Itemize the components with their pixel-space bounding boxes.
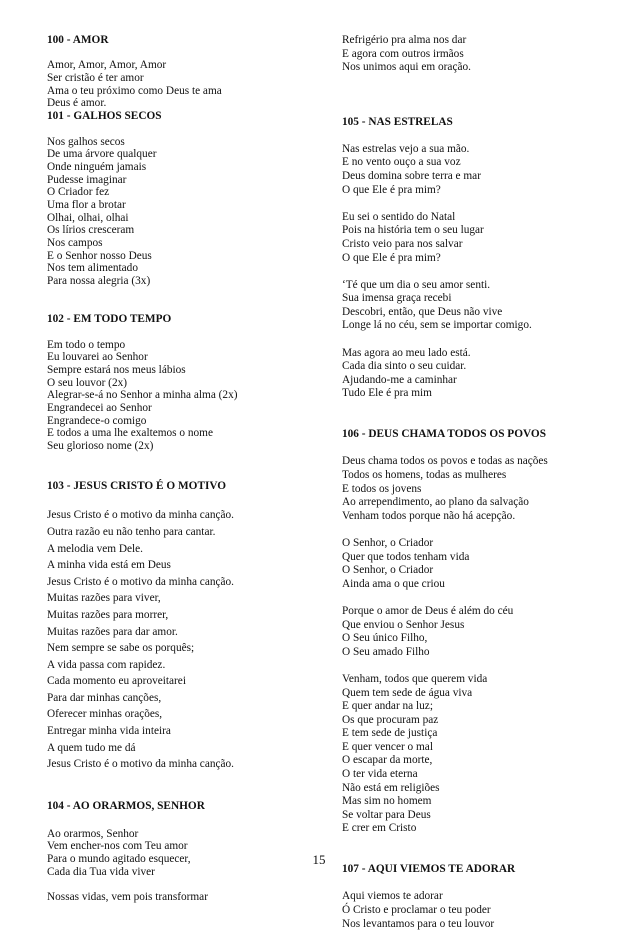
lyric-line: Os lírios cresceram (47, 224, 135, 237)
lyric-line: Uma flor a brotar (47, 198, 126, 211)
lyric-line: Ao arrependimento, ao plano da salvação (342, 496, 529, 509)
lyric-line: E agora com outros irmãos (342, 47, 464, 60)
lyric-line: Para o mundo agitado esquecer, (47, 852, 191, 865)
blank-line (47, 123, 329, 136)
lyric-line: Os que procuram paz (342, 713, 439, 726)
lyric-line: Amor, Amor, Amor, Amor (47, 59, 167, 72)
blank-line (342, 265, 612, 279)
lyric-line: Mas agora ao meu lado está. (342, 346, 471, 359)
lyric-line: Mas sim no homem (342, 795, 432, 808)
song-title: 107 - AQUI VIEMOS TE ADORAR (342, 863, 516, 876)
blank-line (342, 659, 612, 673)
lyric-line: A vida passa com rapidez. (47, 658, 166, 671)
lyric-line: Pudesse imaginar (47, 173, 127, 186)
lyric-line: Muitas razões para dar amor. (47, 625, 178, 638)
lyric-line: O Senhor, o Criador (342, 564, 434, 577)
song-title: 101 - GALHOS SECOS (47, 110, 162, 123)
blank-line (47, 300, 329, 313)
blank-line (342, 415, 612, 429)
right-column (342, 34, 612, 931)
lyric-line: Porque o amor de Deus é além do céu (342, 604, 514, 617)
lyric-line: Para dar minhas canções, (47, 691, 162, 704)
blank-line (342, 401, 612, 415)
song-title: 102 - EM TODO TEMPO (47, 313, 172, 326)
lyric-line: ‘Té que um dia o seu amor senti. (342, 278, 491, 291)
lyric-line: Para nossa alegria (3x) (47, 275, 151, 288)
lyric-line: E tem sede de justiça (342, 727, 438, 740)
lyric-line: Refrigério pra alma nos dar (342, 34, 467, 46)
lyric-line: Olhai, olhai, olhai (47, 211, 129, 224)
lyric-line: A quem tudo me dá (47, 741, 136, 754)
lyric-line: A minha vida está em Deus (47, 559, 171, 572)
lyric-line: A melodia vem Dele. (47, 542, 143, 555)
lyric-line: O Senhor, o Criador (342, 536, 434, 549)
lyric-line: E no vento ouço a sua voz (342, 156, 461, 169)
blank-line (342, 877, 612, 891)
lyric-line: Ajudando-me a caminhar (342, 373, 457, 386)
lyric-line: O seu louvor (2x) (47, 376, 128, 389)
lyric-line: Eu louvarei ao Senhor (47, 351, 148, 364)
lyric-line: Cada dia sinto o seu cuidar. (342, 360, 467, 373)
blank-line (342, 836, 612, 850)
lyric-line: Venham todos porque não há acepção. (342, 509, 516, 522)
lyric-line: Quem tem sede de água viva (342, 686, 473, 699)
lyric-line: Jesus Cristo é o motivo da minha canção. (47, 758, 234, 771)
lyric-line: Venham, todos que querem vida (342, 672, 488, 685)
blank-line (47, 786, 329, 799)
lyric-line: Ama o teu próximo como Deus te ama (47, 84, 222, 97)
lyric-line: Outra razão eu não tenho para cantar. (47, 525, 216, 538)
lyric-line: O escapar da morte, (342, 754, 433, 767)
lyric-line: E crer em Cristo (342, 822, 417, 835)
blank-line (342, 442, 612, 456)
blank-line (47, 47, 329, 60)
lyric-line: Nos galhos secos (47, 135, 125, 148)
lyric-line: Sempre estará nos meus lábios (47, 363, 186, 376)
lyric-line: Se voltar para Deus (342, 808, 431, 821)
lyric-line: Todos os homens, todas as mulheres (342, 469, 507, 481)
lyric-line: Ser cristão é ter amor (47, 72, 144, 85)
lyric-line: Nas estrelas vejo a sua mão. (342, 142, 470, 155)
blank-line (47, 465, 329, 478)
blank-line (47, 773, 329, 786)
blank-line (47, 495, 329, 508)
lyric-line: Deus é amor. (47, 97, 107, 110)
lyric-line: Ainda ama o que criou (342, 577, 445, 590)
blank-line (47, 878, 329, 891)
lyric-line: Nos tem alimentado (47, 262, 138, 275)
lyric-line: E quer vencer o mal (342, 740, 433, 753)
lyric-line: Deus chama todos os povos e todas as nações (342, 455, 548, 468)
lyric-line: Onde ninguém jamais (47, 160, 147, 173)
blank-line (342, 333, 612, 347)
song-title: 106 - DEUS CHAMA TODOS OS POVOS (342, 428, 546, 441)
lyric-line: Cada momento eu aproveitarei (47, 675, 186, 688)
blank-line (342, 88, 612, 102)
lyric-line: Engrandece-o comigo (47, 414, 147, 427)
lyric-line: Descobri, então, que Deus não vive (342, 305, 503, 318)
lyric-line: Longe lá no céu, sem se importar comigo. (342, 319, 532, 332)
lyric-line: Aqui viemos te adorar (342, 890, 443, 903)
blank-line (342, 75, 612, 89)
lyric-line: Muitas razões para viver, (47, 592, 161, 605)
lyric-line: Cristo veio para nos salvar (342, 237, 463, 250)
song-title: 103 - JESUS CRISTO É O MOTIVO (47, 480, 227, 493)
left-column (47, 34, 329, 904)
blank-line (342, 129, 612, 143)
lyric-line: O ter vida eterna (342, 768, 418, 781)
lyric-line: Nossas vidas, vem pois transformar (47, 890, 208, 903)
blank-line (342, 197, 612, 211)
lyric-line: De uma árvore qualquer (47, 148, 157, 161)
lyric-line: Engrandecei ao Senhor (47, 401, 152, 414)
lyric-line: Oferecer minhas orações, (47, 708, 163, 721)
lyric-line: Em todo o tempo (47, 338, 126, 351)
lyric-line: Ó Cristo e proclamar o teu poder (342, 904, 491, 916)
lyric-line: Nos unimos aqui em oração. (342, 61, 471, 74)
lyric-line: Jesus Cristo é o motivo da minha canção. (47, 575, 234, 588)
blank-line (342, 102, 612, 116)
song-title: 105 - NAS ESTRELAS (342, 115, 453, 128)
lyric-line: E todos os jovens (342, 482, 422, 495)
lyric-line: Nem sempre se sabe os porquês; (47, 642, 195, 655)
lyric-line: Cada dia Tua vida viver (47, 865, 155, 878)
lyric-line: Alegrar-se-á no Senhor a minha alma (2x) (47, 389, 238, 402)
lyric-line: Pois na história tem o seu lugar (342, 224, 484, 237)
blank-line (47, 288, 329, 301)
lyric-line: Entregar minha vida inteira (47, 725, 171, 738)
lyric-line: Seu glorioso nome (2x) (47, 440, 154, 452)
lyric-line: O Criador fez (47, 186, 110, 199)
lyric-line: Eu sei o sentido do Natal (342, 210, 456, 223)
lyric-line: Não está em religiões (342, 781, 440, 794)
lyric-line: Nos levantamos para o teu louvor (342, 917, 495, 930)
lyric-line: E todos a uma lhe exaltemos o nome (47, 427, 213, 440)
page-number: 15 (312, 852, 326, 867)
lyric-line: O que Ele é pra mim? (342, 183, 441, 196)
lyric-line: Tudo Ele é pra mim (342, 387, 432, 400)
lyric-line: Que enviou o Senhor Jesus (342, 618, 465, 631)
lyric-line: Nos campos (47, 237, 103, 249)
song-title: 100 - AMOR (47, 34, 109, 46)
lyric-line: Vem encher-nos com Teu amor (47, 840, 188, 853)
lyric-line: Jesus Cristo é o motivo da minha canção. (47, 509, 234, 522)
lyric-line: O Seu único Filho, (342, 632, 428, 645)
blank-line (47, 326, 329, 339)
blank-line (342, 591, 612, 605)
lyric-line: E o Senhor nosso Deus (47, 249, 152, 262)
song-title: 104 - AO ORARMOS, SENHOR (47, 800, 205, 813)
lyric-line: Sua imensa graça recebi (342, 292, 452, 305)
lyric-line: O Seu amado Filho (342, 645, 430, 658)
lyric-line: O que Ele é pra mim? (342, 251, 441, 264)
lyric-line: Deus domina sobre terra e mar (342, 169, 481, 182)
lyric-line: Quer que todos tenham vida (342, 550, 470, 563)
lyric-line: Muitas razões para morrer, (47, 608, 169, 621)
blank-line (342, 523, 612, 537)
lyric-line: E quer andar na luz; (342, 700, 433, 713)
blank-line (47, 815, 329, 828)
lyric-line: Ao orarmos, Senhor (47, 827, 139, 840)
blank-line (47, 453, 329, 466)
